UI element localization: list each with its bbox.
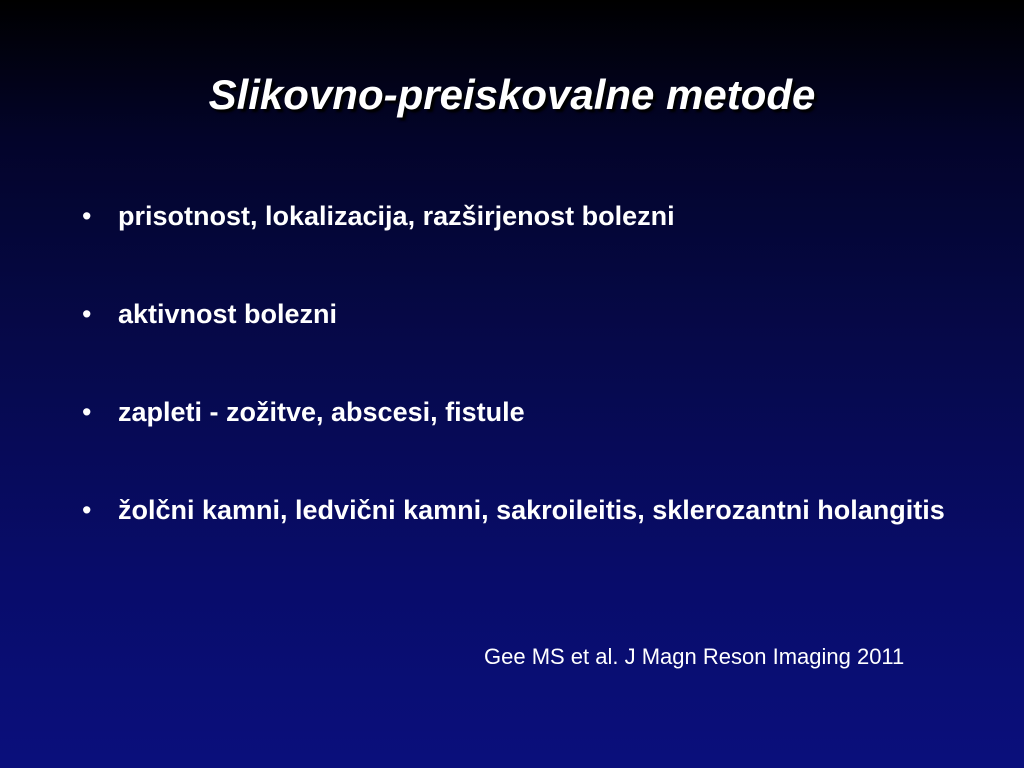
bullet-text: aktivnost bolezni xyxy=(118,299,338,329)
slide-title: Slikovno-preiskovalne metode xyxy=(208,71,816,118)
citation: Gee MS et al. J Magn Reson Imaging 2011 xyxy=(484,644,905,669)
bullet-item xyxy=(78,296,1008,332)
bullet-item xyxy=(78,394,1008,430)
bullet-icon: • xyxy=(82,201,92,231)
bullet-icon: • xyxy=(82,495,92,525)
bullet-text: prisotnost, lokalizacija, razširjenost bolezni xyxy=(118,201,675,231)
bullet-icon: • xyxy=(82,397,92,427)
bullet-list xyxy=(78,198,1008,528)
bullet-item xyxy=(78,492,1008,528)
bullet-icon: • xyxy=(82,299,92,329)
bullet-text: žolčni kamni, ledvični kamni, sakroileitis, sklerozantni holangitis xyxy=(118,495,945,525)
bullet-item xyxy=(78,198,1008,234)
bullet-text: zapleti - zožitve, abscesi, fistule xyxy=(118,397,525,427)
